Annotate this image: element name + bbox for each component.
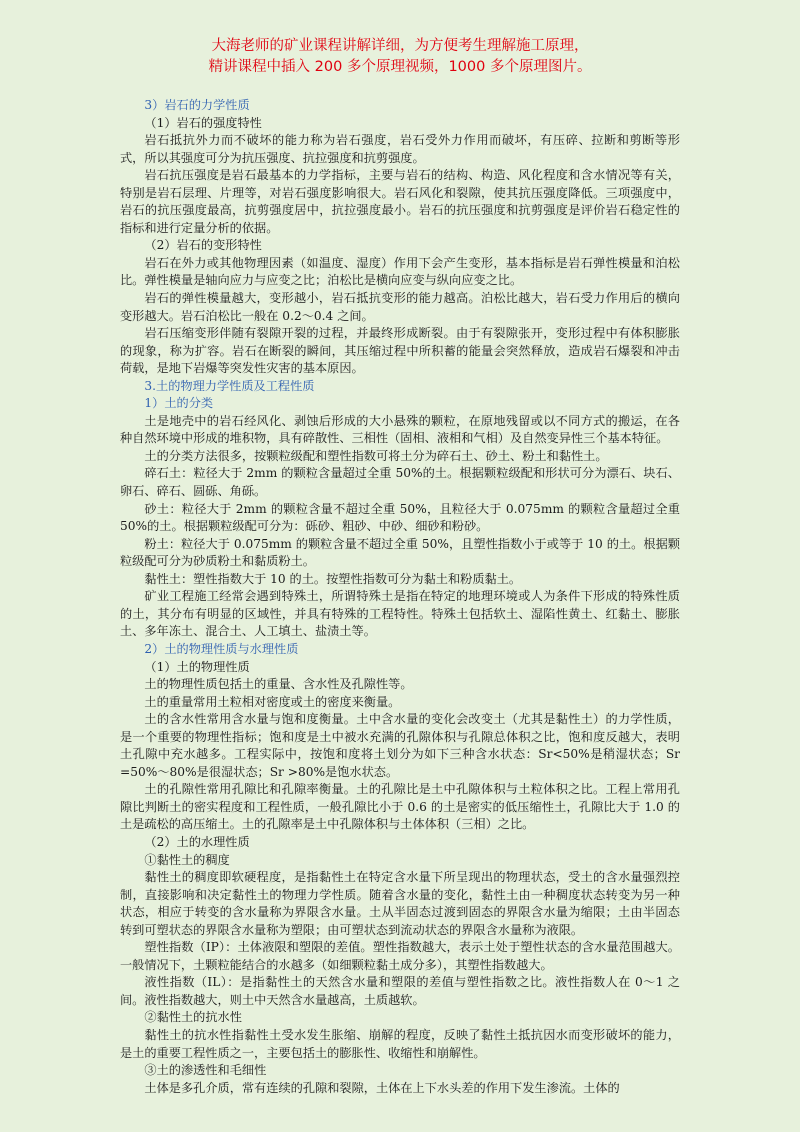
section-heading: ②黏性土的抗水性 [144, 1010, 242, 1025]
banner-line-1: 大海老师的矿业课程讲解详细，为方便考生理解施工原理， [211, 38, 589, 54]
body-paragraph: 土的孔隙性常用孔隙比和孔隙率衡量。土的孔隙比是土中孔隙体积与土粒体积之比。工程上常用孔隙比判断土的密实程度和工程性质，一般孔隙比小于 0.6 的土是密实的低压缩性土，孔隙比大于 1.0 的土是疏松的高压缩土。土的孔隙率是土中孔隙体积与土体体积（三相）之比。 [120, 782, 680, 832]
body-paragraph: 土体是多孔介质，常有连续的孔隙和裂隙，土体在上下水头差的作用下发生渗流。土体的 [144, 1080, 620, 1095]
body-paragraph: 岩石抗压强度是岩石最基本的力学指标，主要与岩石的结构、构造、风化程度和含水情况等有关，特别是岩石层理、片理等，对岩石强度影响很大。岩石风化和裂隙，使其抗压强度降低。三项强度中，岩石的抗压强度最高，抗剪强度居中，抗拉强度最小。岩石的抗压强度和抗剪强度是评价岩石稳定性的指标和进行定量分析的依据。 [120, 168, 680, 235]
body-paragraph: 土的物理性质包括土的重量、含水性及孔隙性等。 [144, 677, 413, 692]
body-paragraph: 岩石的弹性模量越大，变形越小，岩石抵抗变形的能力越高。泊松比越大，岩石受力作用后的横向变形越大。岩石泊松比一般在 0.2～0.4 之间。 [120, 291, 680, 323]
body-paragraph: 黏性土的抗水性指黏性土受水发生胀缩、崩解的程度，反映了黏性土抵抗因水而变形破坏的能力，是土的重要工程性质之一，主要包括土的膨胀性、收缩性和崩解性。 [120, 1027, 680, 1060]
body-paragraph: 土的含水性常用含水量与饱和度衡量。土中含水量的变化会改变土（尤其是黏性土）的力学性质，是一个重要的物理性指标；饱和度是土中被水充满的孔隙体积与孔隙总体积之比，饱和度反越大，表明土孔隙中充水越多。工程实际中，按饱和度将土划分为如下三种含水状态：Sr<50%是稍湿状态；Sr =50%～80%是很湿状态；Sr >80%是饱水状态。 [120, 712, 680, 779]
promo-banner [0, 36, 800, 78]
section-heading: 2）土的物理性质与水理性质 [144, 641, 299, 656]
body-paragraph: 液性指数（IL）：是指黏性土的天然含水量和塑限的差值与塑性指数之比。液性指数人在 0～1 之间。液性指数越大，则土中天然含水量越高，土质越软。 [120, 975, 680, 1007]
body-paragraph: 土是地壳中的岩石经风化、剥蚀后形成的大小悬殊的颗粒，在原地残留或以不同方式的搬运，在各种自然环境中形成的堆积物，具有碎散性、三相性（固相、液相和气相）及自然变异性三个基本特征。 [120, 413, 680, 446]
section-heading: 3.土的物理力学性质及工程性质 [144, 378, 315, 393]
section-heading: ③土的渗透性和毛细性 [144, 1063, 267, 1078]
body-paragraph: 塑性指数（IP）：土体液限和塑限的差值。塑性指数越大，表示土处于塑性状态的含水量范围越大。一般情况下，土颗粒能结合的水越多（如细颗粒黏土成分多），其塑性指数越大。 [120, 940, 680, 972]
body-paragraph: 土的重量常用土粒相对密度或土的密度来衡量。 [144, 694, 401, 709]
body-paragraph: 岩石压缩变形伴随有裂隙开裂的过程，并最终形成断裂。由于有裂隙张开，变形过程中有体积膨胀的现象，称为扩容。岩石在断裂的瞬间，其压缩过程中所积蓄的能量会突然释放，造成岩石爆裂和冲击荷载，是地下岩爆等突发性灾害的基本原因。 [120, 326, 680, 376]
section-heading: （2）岩石的变形特性 [144, 238, 262, 253]
body-paragraph: 岩石在外力或其他物理因素（如温度、湿度）作用下会产生变形，基本指标是岩石弹性模量和泊松比。弹性模量是轴向应力与应变之比；泊松比是横向应变与纵向应变之比。 [120, 255, 680, 288]
document-body [120, 97, 680, 1097]
banner-line-2: 精讲课程中插入 200 多个原理视频，1000 多个原理图片。 [208, 59, 592, 75]
body-paragraph: 黏性土：塑性指数大于 10 的土。按塑性指数可分为黏土和粉质黏土。 [144, 571, 522, 586]
section-heading: （2）土的水理性质 [144, 834, 250, 849]
section-heading: 1）土的分类 [144, 396, 214, 411]
body-paragraph: 土的分类方法很多，按颗粒级配和塑性指数可将土分为碎石土、砂土、粉土和黏性土。 [144, 448, 608, 463]
body-paragraph: 矿业工程施工经常会遇到特殊土，所谓特殊土是指在特定的地理环境或人为条件下形成的特殊性质的土，其分布有明显的区域性，并具有特殊的工程特性。特殊土包括软土、湿陷性黄土、红黏土、膨胀土、多年冻土、混合土、人工填土、盐渍土等。 [120, 589, 680, 639]
section-heading: （1）土的物理性质 [144, 659, 250, 674]
body-paragraph: 黏性土的稠度即软硬程度，是指黏性土在特定含水量下所呈现出的物理状态，受土的含水量强烈控制，直接影响和决定黏性土的物理力学性质。随着含水量的变化，黏性土由一种稠度状态转变为另一种状态，相应于转变的含水量称为界限含水量。土从半固态过渡到固态的界限含水量为缩限；土由半固态转到可塑状态的界限含水量称为塑限；由可塑状态到流动状态的界限含水量称为液限。 [120, 870, 680, 937]
body-paragraph: 岩石抵抗外力而不破坏的能力称为岩石强度，岩石受外力作用而破坏，有压碎、拉断和剪断等形式，所以其强度可分为抗压强度、抗拉强度和抗剪强度。 [120, 133, 680, 165]
section-heading: 3）岩石的力学性质 [144, 98, 250, 112]
section-heading: （1）岩石的强度特性 [144, 115, 262, 130]
body-paragraph: 碎石土：粒径大于 2mm 的颗粒含量超过全重 50%的土。根据颗粒级配和形状可分为漂石、块石、卵石、碎石、圆砾、角砾。 [120, 466, 680, 499]
body-paragraph: 砂土：粒径大于 2mm 的颗粒含量不超过全重 50%，且粒径大于 0.075mm 的颗粒含量超过全重 50%的土。根据颗粒级配可分为：砾砂、粗砂、中砂、细砂和粉砂。 [120, 501, 680, 534]
section-heading: ①黏性土的稠度 [144, 852, 230, 867]
body-paragraph: 粉土：粒径大于 0.075mm 的颗粒含量不超过全重 50%，且塑性指数小于或等于 10 的土。根据颗粒级配可分为砂质粉土和黏质粉土。 [120, 536, 680, 569]
